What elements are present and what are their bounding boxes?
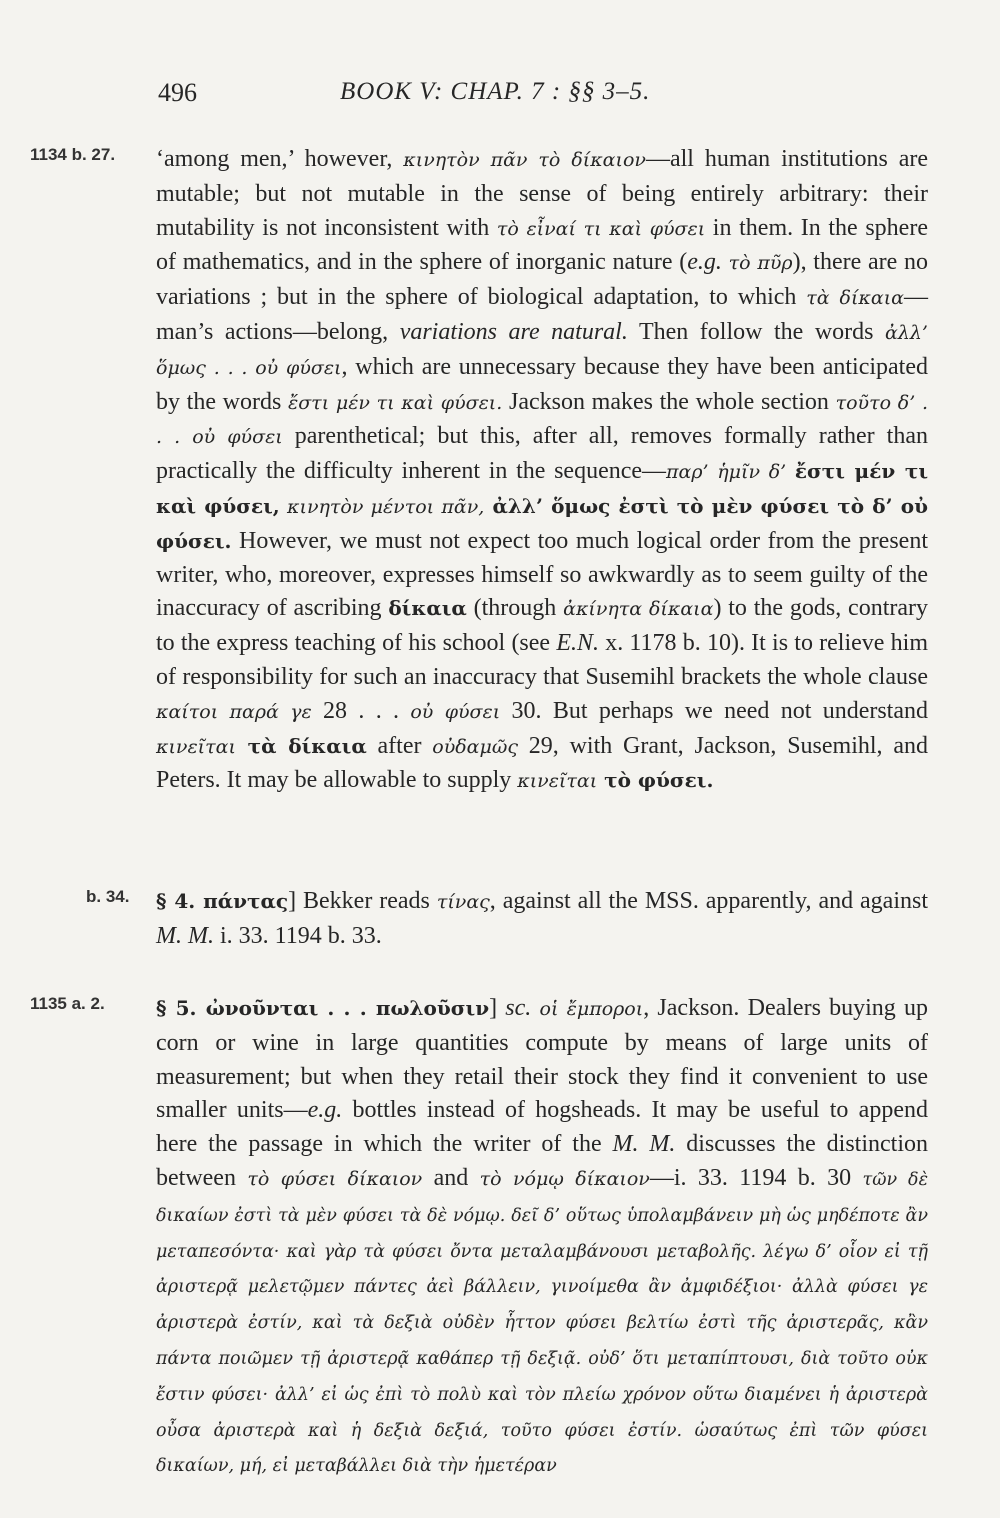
greek-phrase: οὐδαμῶς bbox=[432, 735, 518, 758]
line-reference: b. 34. bbox=[86, 887, 130, 906]
greek-phrase: κινεῖται bbox=[156, 735, 236, 758]
italic-text: e.g. bbox=[307, 1097, 343, 1124]
text-run: , which are unnecessary because they have been anticipated by the words bbox=[156, 353, 929, 415]
greek-emphasis: § 4. bbox=[156, 889, 204, 913]
entry-text bbox=[156, 992, 928, 1484]
text-run: bottles instead of hogsheads. It may be useful to append here the passage in which the writer of the bbox=[156, 1097, 928, 1158]
text-run: ] Bekker reads bbox=[288, 888, 437, 914]
italic-text: M. M. bbox=[612, 1131, 676, 1158]
greek-emphasis: ἀλλ’ ὅμως ἐστὶ τὸ μὲν φύσει τὸ δ’ οὐ φύσει. bbox=[156, 493, 928, 553]
text-run: —i. 33. 1194 b. 30 bbox=[649, 1164, 863, 1191]
text-run: parenthetical; but this, after all, removes formally rather than practically the difficulty inherent in the sequence— bbox=[156, 423, 928, 485]
greek-phrase: τοῦτο δ’ . . . οὐ φύσει bbox=[156, 391, 929, 449]
greek-phrase: τὸ φύσει δίκαιον bbox=[247, 1167, 423, 1190]
text-run: ‘among men,’ however, bbox=[156, 146, 404, 172]
greek-phrase: τίνας bbox=[436, 891, 490, 913]
text-run: —man’s actions—belong, bbox=[156, 284, 928, 345]
greek-phrase: ἔστι μέν τι καὶ φύσει. bbox=[288, 391, 503, 414]
running-title: BOOK V: CHAP. 7 : §§ 3–5. bbox=[340, 78, 651, 105]
greek-emphasis: ὠνοῦνται . . . πωλοῦσιν bbox=[205, 996, 490, 1020]
italic-text: sc. bbox=[505, 995, 532, 1021]
text-run: after bbox=[366, 732, 433, 759]
text-run: (through bbox=[466, 595, 564, 622]
text-run: , Jackson. Dealers buying up corn or wine in large quantities compute by means of large units of measurement; but when they retail their stock they find it convenient to use smaller units— bbox=[156, 995, 929, 1124]
text-run bbox=[722, 249, 729, 275]
greek-phrase: οὐ φύσει bbox=[410, 700, 501, 723]
greek-phrase: τὰ δίκαια bbox=[806, 287, 904, 310]
text-run: ] bbox=[489, 995, 506, 1021]
greek-phrase: τὸ εἶναί τι καὶ φύσει bbox=[496, 217, 706, 240]
text-run: Then follow the words bbox=[627, 318, 886, 345]
italic-text: e.g. bbox=[687, 249, 722, 276]
italic-text: M. M. bbox=[156, 922, 214, 949]
greek-phrase: τὸ πῦρ bbox=[728, 252, 793, 275]
commentary-entry-1134b27 bbox=[0, 143, 1000, 799]
commentary-entry-1135a2 bbox=[0, 992, 1000, 1484]
text-run: , against all the MSS. apparently, and against bbox=[489, 888, 929, 914]
greek-phrase: κινητὸν πᾶν τὸ δίκαιον bbox=[403, 149, 646, 171]
greek-phrase: ἀκίνητα δίκαια bbox=[563, 598, 714, 621]
greek-phrase: οἱ ἔμποροι bbox=[539, 998, 644, 1020]
text-run: x. 1178 b. 10). It is to relieve him of responsibility for such an inaccuracy that Susemihl brackets the whole clause bbox=[156, 630, 929, 690]
greek-emphasis: τὸ φύσει. bbox=[597, 768, 714, 793]
text-run: 29, with Grant, Jackson, Susemihl, and Peters. It may be allowable to supply bbox=[156, 732, 928, 794]
greek-quotation: τῶν δὲ δικαίων ἐστὶ τὰ μὲν φύσει τὰ δὲ νόμῳ. δεῖ δ’ οὕτως ὑπολαμβάνειν μὴ ὡς μηδέποτε ἂν μεταπεσόντα· καὶ γὰρ τὰ φύσει ὄντα μεταλαμβάνουσι μεταβολῆς. λέγω δ’ οἷον εἰ τῇ ἀριστερᾷ μελετῷμεν πάντες ἀεὶ βάλλειν, γινοίμεθα ἂν ἀμφιδέξιοι· ἀλλὰ φύσει γε ἀριστερὰ ἐστίν, καὶ τὰ δεξιὰ οὐδὲν ἧττον φύσει βελτίω ἐστὶ τῆς ἀριστερᾶς, κἂν πάντα ποιῶμεν τῇ ἀριστερᾷ καθάπερ τῇ δεξιᾷ. οὐδ’ ὅτι μεταπίπτουσι, διὰ τοῦτο οὐκ ἔστιν φύσει· ἀλλ’ εἰ ὡς ἐπὶ τὸ πολὺ καὶ τὸν πλείω χρόνον οὕτω διαμένει ἡ ἀριστερὰ οὖσα ἀριστερὰ καὶ ἡ δεξιὰ δεξιά, τοῦτο φύσει ἐστίν. ὡσαύτως ἐπὶ τῶν φύσει δικαίων, μή, εἰ μεταβάλλει διὰ τὴν ἡμετέραν bbox=[156, 1169, 928, 1477]
italic-text: variations are natural. bbox=[399, 318, 628, 345]
text-run: discusses the distinction between bbox=[156, 1131, 929, 1191]
entry-text bbox=[156, 143, 928, 799]
line-reference: 1134 b. 27. bbox=[30, 145, 116, 164]
line-reference: 1135 a. 2. bbox=[30, 994, 105, 1013]
text-run: 28 . . . bbox=[311, 697, 411, 724]
text-run: ) to the gods, contrary to the express teaching of his school (see bbox=[156, 595, 929, 657]
text-run: 30. But perhaps we need not understand bbox=[500, 697, 928, 724]
text-run: in them. In the sphere of mathematics, and in the sphere of inorganic nature ( bbox=[156, 214, 928, 276]
entry-text bbox=[156, 885, 928, 954]
page-number: 496 bbox=[158, 78, 197, 107]
greek-phrase: καίτοι παρά γε bbox=[156, 700, 312, 723]
text-run bbox=[531, 995, 539, 1021]
greek-phrase: ἀλλ’ ὅμως . . . οὐ φύσει bbox=[156, 321, 928, 379]
text-run: —all human institutions are mutable; but not mutable in the sense of being entirely arbitrary: their mutability is not inconsistent with bbox=[156, 146, 929, 241]
greek-phrase: τὸ νόμῳ δίκαιον bbox=[479, 1167, 650, 1190]
greek-emphasis: τὰ δίκαια bbox=[235, 733, 367, 758]
text-run: However, we must not expect too much logical order from the present writer, who, moreover, expresses himself so awkwardly as to seem guilty of the inaccuracy of ascribing bbox=[156, 527, 928, 622]
text-run: and bbox=[422, 1164, 480, 1191]
text-run: Jackson makes the whole section bbox=[502, 388, 836, 415]
page-header bbox=[0, 78, 1000, 118]
greek-phrase: παρ’ ἡμῖν δ’ bbox=[666, 461, 795, 484]
italic-text: E.N. bbox=[556, 630, 599, 657]
commentary-entry-b34 bbox=[0, 885, 1000, 954]
greek-emphasis: πάντας bbox=[203, 889, 289, 913]
text-run: ), there are no variations ; but in the sphere of biological adaptation, to which bbox=[156, 249, 929, 311]
text-run: i. 33. 1194 b. 33. bbox=[213, 922, 382, 949]
greek-emphasis: ἔστι μέν τι καὶ φύσει, bbox=[156, 459, 928, 518]
greek-phrase: κινεῖται bbox=[517, 770, 598, 793]
greek-emphasis: δίκαια bbox=[388, 596, 467, 621]
greek-phrase: κινητὸν μέντοι πᾶν, bbox=[279, 495, 485, 518]
greek-emphasis: § 5. bbox=[156, 996, 206, 1020]
